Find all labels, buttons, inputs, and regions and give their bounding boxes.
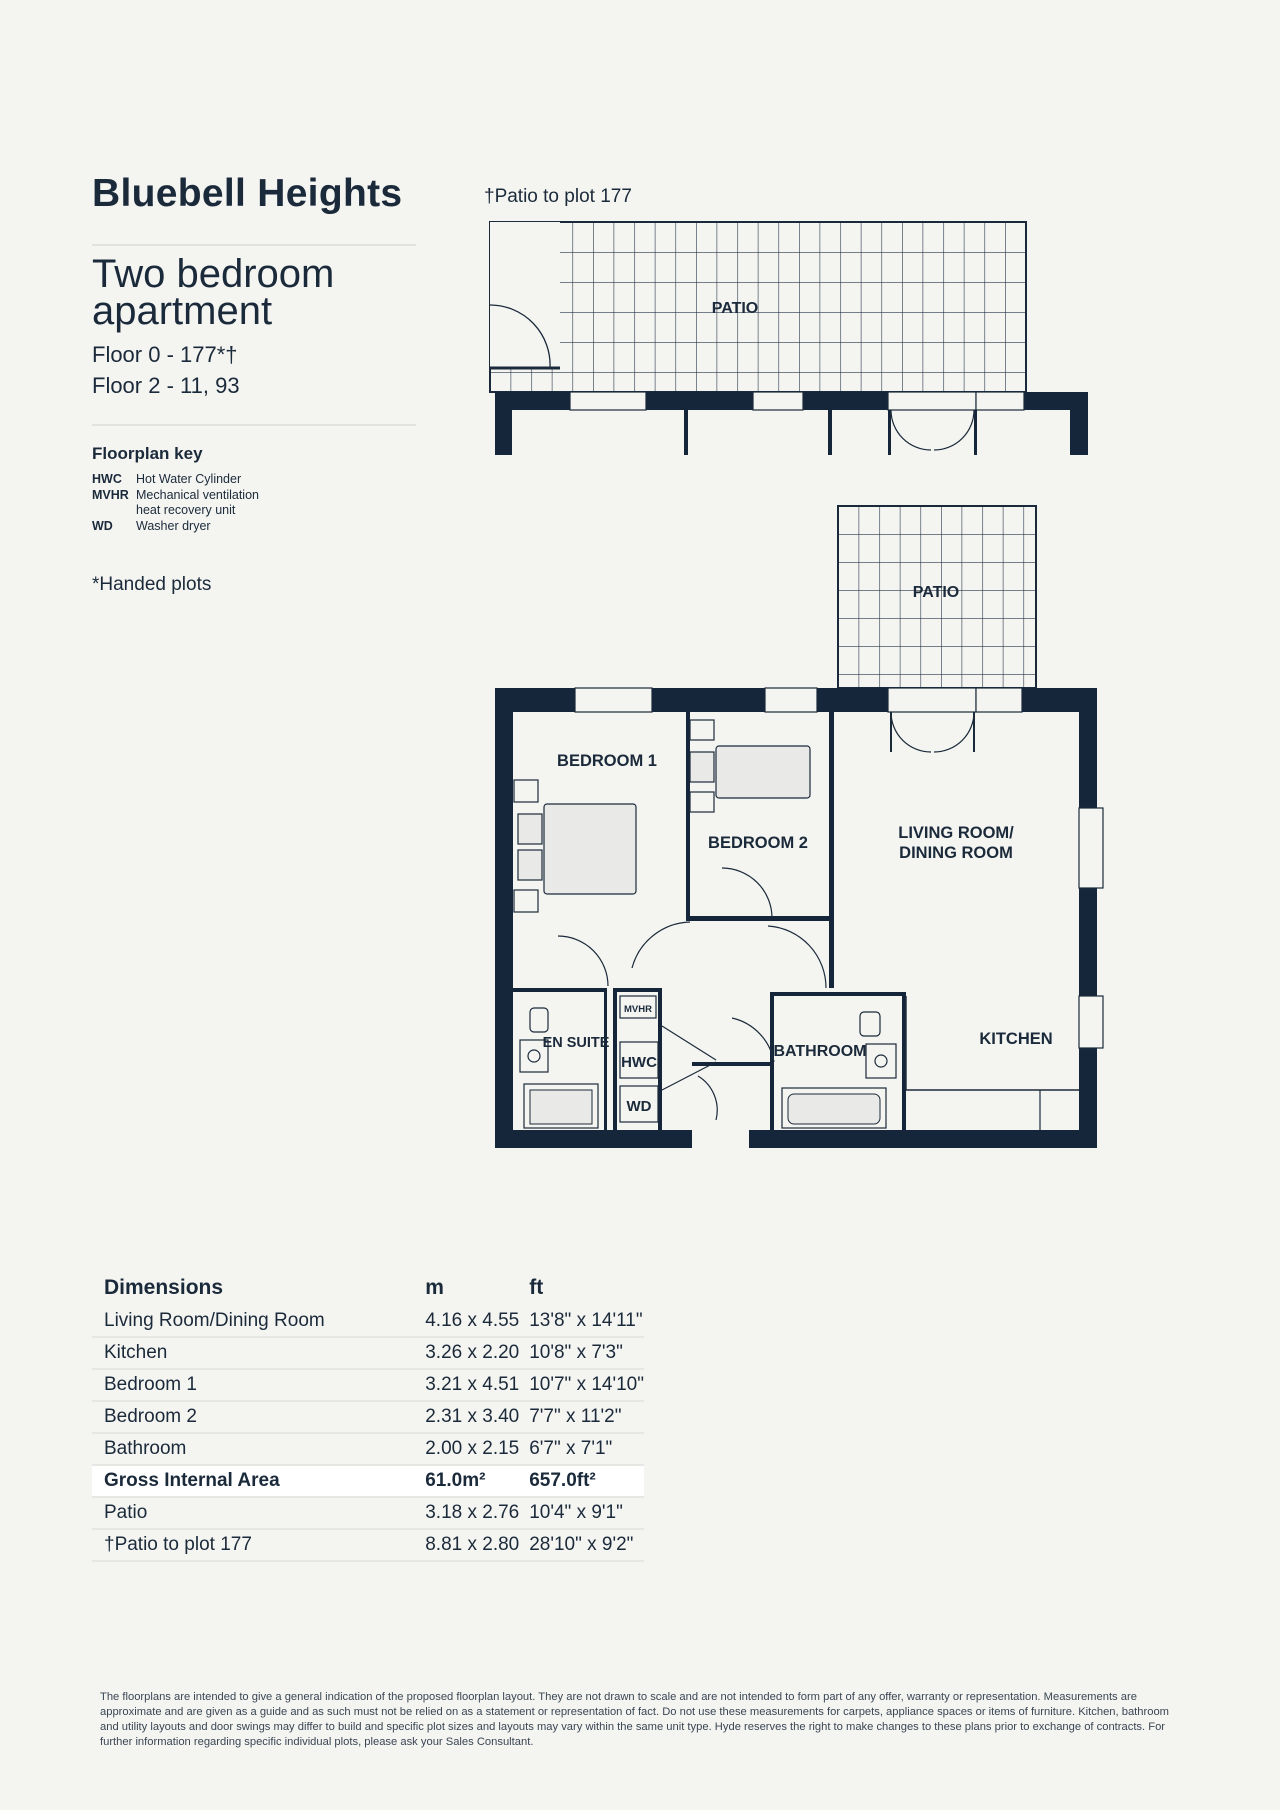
- room-feet: 6'7" x 7'1": [529, 1433, 644, 1465]
- wall: [604, 988, 607, 1130]
- basin: [866, 1044, 896, 1078]
- room-name: Bathroom: [92, 1433, 425, 1465]
- pillow: [690, 752, 714, 782]
- bedside-table: [690, 792, 714, 812]
- key-desc: Washer dryer: [136, 519, 211, 533]
- key-abbr: WD: [92, 519, 113, 533]
- gross-internal-area-row: [92, 1465, 644, 1497]
- hwc-label: HWC: [621, 1054, 657, 1071]
- window: [575, 688, 652, 712]
- room-feet: 10'7" x 14'10": [529, 1369, 644, 1401]
- cupboard-door: [662, 1062, 716, 1090]
- room-name: Living Room/Dining Room: [92, 1306, 425, 1337]
- window: [1079, 996, 1103, 1048]
- room-metres: 2.00 x 2.15: [425, 1433, 529, 1465]
- patio-label: PATIO: [912, 584, 960, 601]
- window: [753, 392, 803, 410]
- door-swing: [891, 712, 974, 752]
- bedside-table: [514, 780, 538, 802]
- gia-metres: 61.0m²: [425, 1465, 529, 1497]
- table-row: [92, 1369, 644, 1401]
- toilet: [860, 1012, 880, 1036]
- patio-door-opening: [888, 688, 976, 712]
- room-feet: 13'8" x 14'11": [529, 1306, 644, 1337]
- patio-top-label: PATIO: [711, 300, 759, 317]
- table-row: [92, 1401, 644, 1433]
- room-metres: 3.21 x 4.51: [425, 1369, 529, 1401]
- room-name: Kitchen: [92, 1337, 425, 1369]
- feet-heading: ft: [529, 1276, 544, 1299]
- room-name: Patio: [92, 1497, 425, 1529]
- table-row: [92, 1433, 644, 1465]
- table-row: [92, 1306, 644, 1337]
- living-room-label-line2: DINING ROOM: [899, 844, 1013, 862]
- mvhr-label: MVHR: [624, 1004, 652, 1015]
- dimensions-heading: Dimensions: [104, 1276, 224, 1299]
- window: [976, 392, 1024, 410]
- table-row: [92, 1497, 644, 1529]
- disclaimer-text: The floorplans are intended to give a general indication of the proposed floorplan layout. They are not drawn to scale and are not intended to form part of any offer, warranty or representation. Measurements are approximate and are given as a guide and as such must not be relied on as a statement or representation of fact. Do not use these measurements for carpets, appliance spaces or items of furniture. Kitchen, bathroom and utility layouts and door swings may differ to build and specific plot sizes and layouts may vary within the same unit type. Hyde reserves the right to make changes to these plans prior to exchange of contracts. For further information regarding specific individual plots, please ask your Sales Consultant.: [100, 1691, 1170, 1748]
- key-abbr: MVHR: [92, 488, 129, 502]
- floorplan-key-title: Floorplan key: [92, 444, 203, 463]
- key-desc: Hot Water Cylinder: [136, 472, 242, 486]
- window: [1079, 808, 1103, 888]
- room-metres: 2.31 x 3.40: [425, 1401, 529, 1433]
- room-metres: 8.81 x 2.80: [425, 1529, 529, 1561]
- window: [570, 392, 646, 410]
- handed-plots-note: *Handed plots: [92, 574, 212, 595]
- single-bed: [716, 746, 810, 798]
- bathroom-label: BATHROOM: [773, 1043, 867, 1060]
- room-metres: 3.18 x 2.76: [425, 1497, 529, 1529]
- floor-0-plots: Floor 0 - 177*†: [92, 342, 238, 367]
- gia-feet: 657.0ft²: [529, 1465, 644, 1497]
- window: [765, 688, 817, 712]
- room-name: Bedroom 2: [92, 1401, 425, 1433]
- living-room-label-line1: LIVING ROOM/: [898, 824, 1014, 842]
- key-desc: Mechanical ventilation heat recovery unit: [136, 488, 259, 517]
- double-bed: [544, 804, 636, 894]
- patio-door-clearance: [490, 222, 560, 368]
- wall: [829, 712, 834, 988]
- room-feet: 7'7" x 11'2": [529, 1401, 644, 1433]
- wall: [828, 410, 832, 455]
- apartment-type-line1: Two bedroom: [92, 252, 335, 296]
- room-metres: 3.26 x 2.20: [425, 1337, 529, 1369]
- wall: [770, 992, 906, 996]
- door-swing: [632, 922, 826, 988]
- wall: [684, 410, 688, 455]
- apartment-type-line2: apartment: [92, 289, 273, 333]
- table-row: [92, 1529, 644, 1561]
- wall: [613, 988, 617, 1130]
- cupboard-door: [662, 1026, 716, 1060]
- pillow: [518, 814, 542, 844]
- door-swing: [558, 936, 608, 986]
- dimensions-table: [92, 1270, 644, 1562]
- floor-2-plots: Floor 2 - 11, 93: [92, 373, 240, 398]
- patio-caption: †Patio to plot 177: [484, 186, 632, 207]
- wall: [617, 988, 662, 992]
- pillow: [518, 850, 542, 880]
- shower-tray-inner: [530, 1090, 592, 1124]
- wall: [692, 1062, 772, 1066]
- table-header-row: [92, 1270, 644, 1306]
- door-swing: [891, 410, 974, 450]
- room-name: Bedroom 1: [92, 1369, 425, 1401]
- divider: [92, 424, 416, 426]
- floorplan-drawing: [470, 180, 1110, 1160]
- window: [976, 688, 1022, 712]
- wall: [686, 916, 830, 921]
- room-feet: 10'4" x 9'1": [529, 1497, 644, 1529]
- bedside-table: [690, 720, 714, 740]
- key-abbr: HWC: [92, 472, 122, 486]
- wall: [888, 410, 891, 455]
- toilet: [530, 1008, 548, 1032]
- ensuite-label: EN SUITE: [542, 1035, 610, 1051]
- development-title: Bluebell Heights: [92, 172, 403, 215]
- bedroom-1-label: BEDROOM 1: [557, 752, 657, 770]
- metres-heading: m: [425, 1276, 444, 1299]
- wall: [686, 712, 690, 920]
- door-swing: [722, 868, 772, 918]
- divider: [92, 244, 416, 246]
- kitchen-label: KITCHEN: [979, 1030, 1053, 1048]
- room-metres: 4.16 x 4.55: [425, 1306, 529, 1337]
- table-row: [92, 1337, 644, 1369]
- door-swing: [698, 1018, 774, 1120]
- bath-inner: [788, 1094, 880, 1124]
- patio-door-opening: [888, 392, 976, 410]
- room-name: †Patio to plot 177: [92, 1529, 425, 1561]
- wall: [974, 410, 977, 455]
- room-feet: 10'8" x 7'3": [529, 1337, 644, 1369]
- room-feet: 28'10" x 9'2": [529, 1529, 644, 1561]
- wd-label: WD: [626, 1098, 652, 1115]
- wall: [513, 988, 606, 992]
- bedroom-2-label: BEDROOM 2: [708, 834, 808, 852]
- gia-label: Gross Internal Area: [92, 1465, 425, 1497]
- bedside-table: [514, 890, 538, 912]
